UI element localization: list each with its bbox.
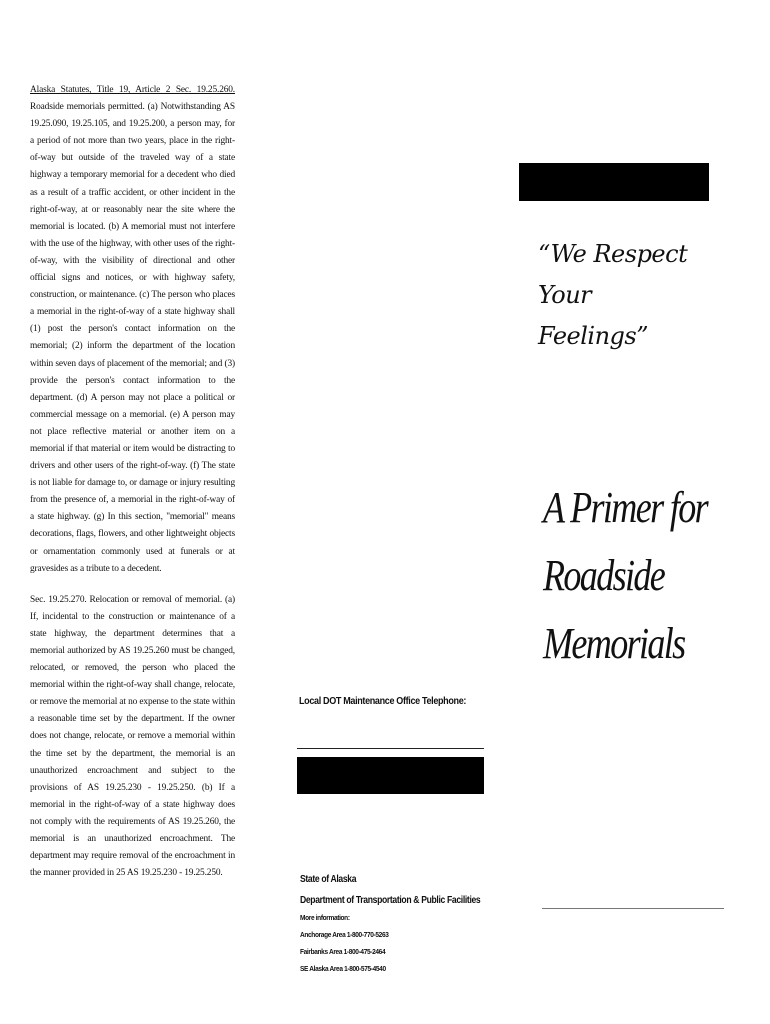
right-panel-divider — [542, 908, 724, 909]
footer-more-info: More information: — [300, 913, 350, 922]
statute-text-column — [30, 82, 235, 882]
footer-state: State of Alaska — [300, 874, 357, 885]
tagline-line-1: “We Respect Your — [538, 240, 688, 309]
phone-write-in-line — [297, 748, 484, 749]
title-line-1: A Primer for — [543, 483, 708, 532]
contact-footer — [300, 874, 506, 974]
tagline-line-2: Feelings” — [538, 322, 649, 350]
footer-phone-anchorage: Anchorage Area 1-800-770-5263 — [300, 930, 389, 939]
black-banner-top — [519, 163, 709, 201]
title-line-2: Roadside — [543, 551, 665, 600]
statute-260-body: Roadside memorials permitted. (a) Notwithstanding AS 19.25.090, 19.25.105, and 19.25.200, a person may, for a period of not more than two years, place in the right-of-way but outside of the traveled way of a state highway a temporary memorial for a decedent who died as a result of a traffic accident, or other incident in the right-of-way, at or reasonably near the site where the memorial is located. (b) A memorial must not interfere with the use of the highway, with other uses of the right-of-way, with the visibility of directional and other official signs and notices, or with highway safety, construction, or maintenance. (c) The person who places a memorial in the right-of-way of a state highway shall (1) post the person's contact information on the memorial; (2) inform the department of the location within seven days of placement of the memorial; and (3) provide the person's contact information to the department. (d) A person may not place a political or commercial message on a memorial. (e) A person may not place reflective material or another item on a memorial if that material or item would be distracting to drivers and other users of the right-of-way. (f) The state is not liable for damage to, or damage or injury resulting from the presence of, a memorial in the right-of-way of a state highway. (g) In this section, "memorial" means decorations, flags, flowers, and other lightweight objects or ornamentation commonly used at funerals or at gravesides as a tribute to a decedent. — [30, 102, 235, 574]
phone-label: Local DOT Maintenance Office Telephone: — [299, 695, 467, 707]
statute-19-25-270: Sec. 19.25.270. Relocation or removal of memorial. (a) If, incidental to the construction or maintenance of a state highway, the department determines that a memorial authorized by AS 19.25.260 must be changed, relocated, or removed, the person who placed the memorial within the right-of-way shall change, relocate, or remove the memorial at no expense to the state within a reasonable time set by the department. If the owner does not change, relocate, or remove a memorial within the time set by the department, the memorial is an unauthorized encroachment and subject to the provisions of AS 19.25.230 - 19.25.250. (b) If a memorial in the right-of-way of a state highway does not comply with the requirements of AS 19.25.260, the memorial is an unauthorized encroachment. The department may require removal of the encroachment in the manner provided in 25 AS 19.25.230 - 19.25.250. — [30, 594, 235, 879]
tagline — [538, 234, 738, 357]
black-banner-middle — [297, 757, 484, 794]
statute-19-25-260 — [30, 82, 235, 578]
statute-citation: Alaska Statutes, Title 19, Article 2 Sec. 19.25.260. — [30, 85, 235, 95]
footer-phone-fairbanks: Fairbanks Area 1-800-475-2464 — [300, 947, 386, 956]
footer-phone-se-alaska: SE Alaska Area 1-800-575-4540 — [300, 964, 386, 973]
brochure-title — [543, 474, 725, 678]
title-line-3: Memorials — [543, 619, 685, 668]
footer-department: Department of Transportation & Public Facilities — [300, 895, 481, 906]
